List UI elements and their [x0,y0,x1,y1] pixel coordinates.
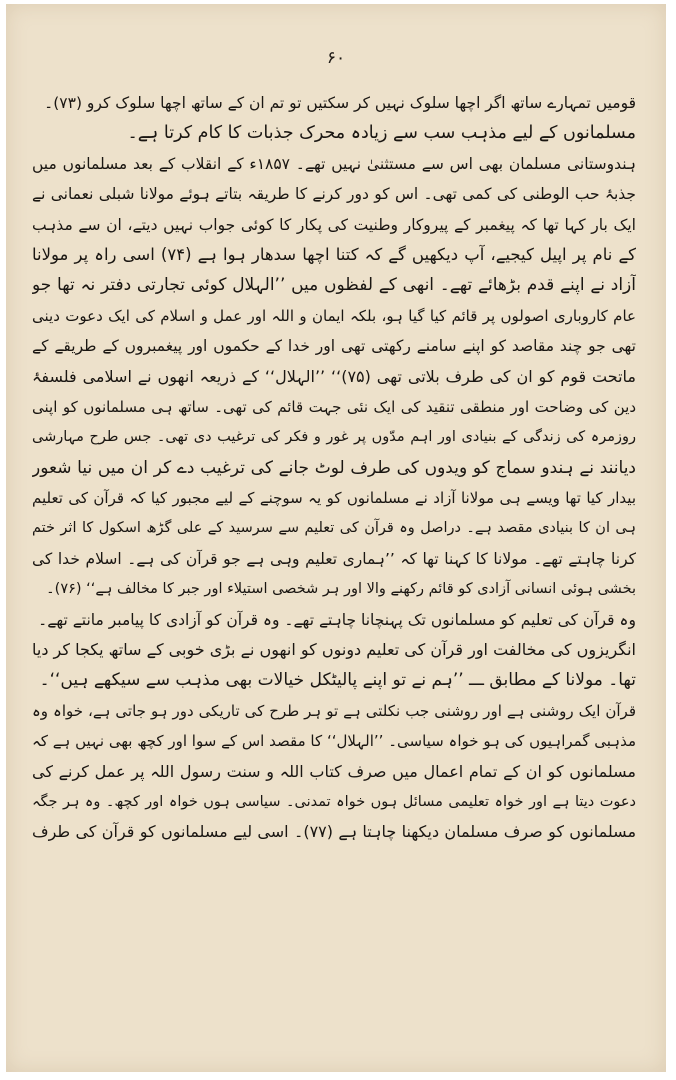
text-line-6: کے نام پر اپیل کیجیے، آپ دیکھیں گے کہ کتنا اچھا سدھار ہوا ہے (۷۴) اسی راہ پر مولانا [32,244,636,264]
text-line-14: بیدار کیا تھا ویسے ہی مولانا آزاد نے مسلمانوں کو یہ سوچنے کے لیے مجبور کیا کہ قرآن کی تعلیم [32,489,636,508]
text-line-19: انگریزوں کی مخالفت اور قرآن کی تعلیم دونوں کو انھوں نے بڑی خوبی کے ساتھ یکجا کر دیا [32,640,636,660]
text-line-25: مسلمانوں کو صرف مسلمان دیکھنا چاہتا ہے (۷۷)۔ اسی لیے مسلمانوں کو قرآن کی طرف [32,822,636,842]
text-line-5: ایک بار کہا تھا کہ پیغمبر کے پیروکار وطنیت کی پکار کا کوئی جواب نہیں دیتے، ان سے مذہب [32,215,636,234]
text-line-18: وہ قرآن کی تعلیم کو مسلمانوں تک پہنچانا چاہتے تھے۔ وہ قرآن کو آزادی کا پیامبر مانتے تھے۔ [38,610,636,629]
text-line-1: قومیں تمہارے ساتھ اگر اچھا سلوک نہیں کر سکتیں تو تم ان کے ساتھ اچھا سلوک کرو (۷۳)۔ [44,94,636,112]
text-line-17: بخشی ہوئی انسانی آزادی کو قائم رکھنے والا اور ہر شخصی استیلاء اور جبر کا مخالف ہے‘‘ (۷۶)۔ [46,581,636,598]
text-line-20: تھا۔ مولانا کے مطابق ـــ ’’ہم نے تو اپنے پالیٹکل خیالات بھی مذہب سے سیکھے ہیں‘‘۔ [39,670,636,691]
text-line-11: دین کی وضاحت اور منطقی تنقید کی ایک نئی جہت قائم کی تھی۔ ساتھ ہی مسلمانوں کو اپنی [32,397,636,416]
text-line-9: تھی جو چند مقاصد کو اپنے سامنے رکھتی تھی اور خدا کے حکموں اور پیغمبروں کے طریقے کے [32,337,636,356]
text-line-10: ماتحت قوم کو ان کی طرف بلاتی تھی (۷۵)‘‘ ’’الہلال‘‘ کے ذریعہ انھوں نے اسلامی فلسفۂ [32,366,636,386]
text-line-3: ہندوستانی مسلمان بھی اس سے مستثنیٰ نہیں تھے۔ ۱۸۵۷ء کے انقلاب کے بعد مسلمانوں میں [32,154,636,173]
text-line-21: قرآن ایک روشنی ہے اور روشنی جب نکلتی ہے تو ہر طرح کی تاریکی دور ہو جاتی ہے، خواہ وہ [32,701,636,720]
text-line-16: کرنا چاہتے تھے۔ مولانا کا کہنا تھا کہ ’’ہماری تعلیم وہی ہے جو قرآن کی ہے۔ اسلام خدا کی [32,549,636,568]
text-line-7: آزاد نے اپنے قدم بڑھائے تھے۔ انھی کے لفظوں میں ’’الہلال کوئی تجارتی دفتر نہ تھا جو [32,275,636,296]
text-line-15: ہی ان کا بنیادی مقصد ہے۔ دراصل وہ قرآن کی تعلیم سے سرسید کے علی گڑھ اسکول کا اثر ختم [32,520,636,537]
text-line-4: جذبۂ حب الوطنی کی کمی تھی۔ اس کو دور کرنے کا طریقہ بتاتے ہوئے مولانا شبلی نعمانی نے [32,185,636,204]
text-line-8: عام کاروباری اصولوں پر قائم کیا گیا ہو، بلکہ ایمان و اللہ اور عمل و اسلام کی ایک دعوت دینی [32,306,636,325]
text-line-12: روزمرہ کی زندگی کے بنیادی اور اہم مدّوں پر غور و فکر کی ترغیب دی تھی۔ جس طرح مہارشی [32,429,636,446]
text-line-22: مذہبی گمراہیوں کی ہو خواہ سیاسی۔ ’’الہلال‘‘ کا مقصد اس کے سوا اور کچھ بھی نہیں ہے کہ [32,732,636,751]
page-number: ۶۰ [326,48,346,68]
text-line-2: مسلمانوں کے لیے مذہب سب سے زیادہ محرک جذبات کا کام کرتا ہے۔ [127,123,636,144]
text-line-24: دعوت دیتا ہے اور خواہ تعلیمی مسائل ہوں خواہ تمدنی۔ سیاسی ہوں خواہ اور کچھ۔ وہ ہر جگہ [32,793,636,810]
book-page [6,4,666,1072]
text-line-13: دیانند نے ہندو سماج کو ویدوں کی طرف لوٹ جانے کی ترغیب دے کر ان میں نیا شعور [32,457,636,478]
page-body-text [32,88,636,848]
text-line-23: مسلمانوں کو ان کے تمام اعمال میں صرف کتاب اللہ و سنت رسول اللہ پر عمل کرنے کی [32,761,636,781]
